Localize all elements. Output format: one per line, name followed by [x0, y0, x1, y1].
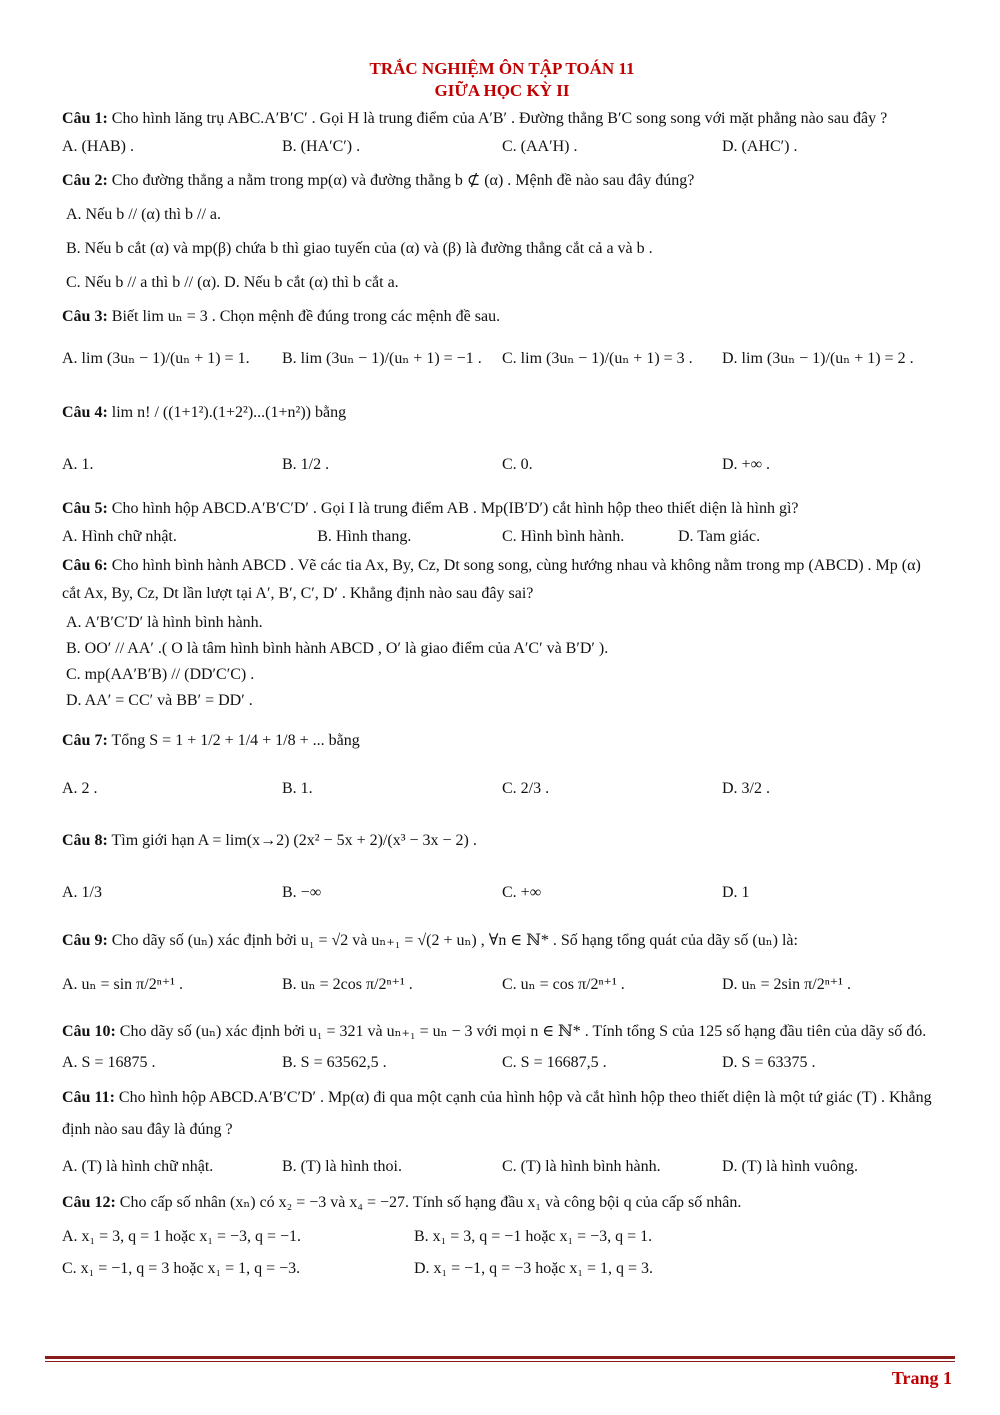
question-text: Cho đường thẳng a nằm trong mp(α) và đường thẳng b ⊄ (α) . Mệnh đề nào sau đây đúng? — [111, 172, 695, 189]
options-11 — [62, 1156, 942, 1178]
question-label: Câu 1: — [62, 110, 108, 127]
option-c[interactable]: C. 2/3 . — [502, 780, 550, 797]
options-4 — [62, 450, 942, 480]
option-d[interactable]: D. (T) là hình vuông. — [722, 1158, 858, 1175]
option-c[interactable]: C. (T) là hình bình hành. — [502, 1158, 661, 1175]
options-12-row2 — [62, 1258, 942, 1280]
option-a[interactable]: A. (T) là hình chữ nhật. — [62, 1158, 214, 1175]
title-line-1: TRẮC NGHIỆM ÔN TẬP TOÁN 11 — [369, 59, 635, 78]
question-label: Câu 8: — [62, 832, 108, 849]
option-a[interactable]: A. 1/3 — [62, 884, 102, 901]
option-a[interactable]: A. Hình chữ nhật. — [62, 528, 177, 545]
option-a[interactable]: A. S = 16875 . — [62, 1054, 156, 1071]
option-b[interactable]: B. 1. — [282, 780, 313, 797]
option-c[interactable]: C. Hình bình hành. — [501, 528, 625, 545]
question-label: Câu 12: — [62, 1194, 116, 1211]
options-3 — [62, 344, 942, 374]
question-text: Cho hình hộp ABCD.A′B′C′D′ . Mp(α) đi qua một cạnh của hình hộp và cắt hình hộp theo thiết diện là một tứ giác (T) . Khẳng định nào sau đây là đúng ? — [62, 1089, 932, 1138]
option-d[interactable]: D. uₙ = 2sin π/2ⁿ⁺¹ . — [722, 976, 851, 993]
option-d[interactable]: D. (AHC′) . — [722, 138, 798, 155]
option-b[interactable]: B. Hình thang. — [317, 528, 412, 545]
option-d[interactable]: D. Tam giác. — [677, 528, 761, 545]
option-d[interactable]: D. 1 — [722, 884, 750, 901]
option-b[interactable]: B. S = 63562,5 . — [282, 1054, 387, 1071]
question-11 — [62, 1082, 942, 1146]
option-c[interactable]: C. (AA′H) . — [502, 138, 578, 155]
question-8 — [62, 826, 942, 856]
option-c[interactable]: C. S = 16687,5 . — [502, 1054, 607, 1071]
option-c[interactable]: C. uₙ = cos π/2ⁿ⁺¹ . — [502, 976, 625, 993]
question-label: Câu 6: — [62, 557, 108, 574]
footer-divider-thin — [45, 1361, 955, 1362]
document-title — [62, 58, 942, 102]
question-label: Câu 10: — [62, 1023, 116, 1040]
options-5 — [62, 526, 942, 548]
question-6 — [62, 552, 942, 608]
option-b[interactable]: B. Nếu b cắt (α) và mp(β) chứa b thì giao tuyến của (α) và (β) là đường thẳng cắt cả a và b . — [66, 240, 653, 257]
question-7 — [62, 726, 942, 756]
options-10 — [62, 1052, 942, 1074]
question-3 — [62, 306, 942, 328]
option-a[interactable]: A. 1. — [62, 456, 94, 473]
option-c[interactable]: C. x₁ = −1, q = 3 hoặc x₁ = 1, q = −3. — [62, 1260, 301, 1277]
option-b[interactable]: B. lim (3uₙ − 1)/(uₙ + 1) = −1 . — [282, 350, 482, 367]
document-page — [62, 58, 942, 1280]
question-12 — [62, 1192, 942, 1214]
question-label: Câu 4: — [62, 404, 108, 421]
question-label: Câu 11: — [62, 1089, 115, 1106]
question-text: Cho cấp số nhân (xₙ) có x₂ = −3 và x₄ = −27. Tính số hạng đầu x₁ và công bội q của cấp số nhân. — [119, 1194, 742, 1211]
options-12-row1 — [62, 1226, 942, 1248]
option-c[interactable]: C. +∞ — [502, 884, 542, 901]
option-d[interactable]: D. lim (3uₙ − 1)/(uₙ + 1) = 2 . — [722, 350, 914, 367]
page-number: Trang 1 — [891, 1368, 952, 1388]
question-text: Cho hình hộp ABCD.A′B′C′D′ . Gọi I là trung điểm AB . Mp(IB′D′) cắt hình hộp theo thiết diện là hình gì? — [111, 500, 799, 517]
options-1 — [62, 136, 942, 158]
option-d[interactable]: D. 3/2 . — [722, 780, 770, 797]
option-d[interactable]: D. +∞ . — [722, 456, 770, 473]
question-text: Tổng S = 1 + 1/2 + 1/4 + 1/8 + ... bằng — [111, 732, 360, 749]
option-c[interactable]: C. 0. — [502, 456, 533, 473]
option-c[interactable]: C. mp(AA′B′B) // (DD′C′C) . — [66, 666, 255, 683]
option-a[interactable]: A. x₁ = 3, q = 1 hoặc x₁ = −3, q = −1. — [62, 1228, 302, 1245]
question-text: lim n! / ((1+1²).(1+2²)...(1+n²)) bằng — [111, 404, 347, 421]
question-label: Câu 5: — [62, 500, 108, 517]
question-9 — [62, 930, 942, 952]
option-cd[interactable]: C. Nếu b // a thì b // (α). D. Nếu b cắt (α) thì b cắt a. — [66, 274, 399, 291]
question-2 — [62, 170, 942, 192]
question-text: Cho dãy số (uₙ) xác định bởi u₁ = 321 và uₙ₊₁ = uₙ − 3 với mọi n ∈ ℕ* . Tính tổng S của 125 số hạng đầu tiên của dãy số đó. — [119, 1023, 927, 1040]
question-label: Câu 7: — [62, 732, 108, 749]
option-a[interactable]: A. lim (3uₙ − 1)/(uₙ + 1) = 1. — [62, 350, 250, 367]
option-a[interactable]: A. Nếu b // (α) thì b // a. — [66, 206, 222, 223]
question-5 — [62, 498, 942, 520]
options-8 — [62, 878, 942, 908]
question-text: Biết lim uₙ = 3 . Chọn mệnh đề đúng trong các mệnh đề sau. — [111, 308, 501, 325]
option-d[interactable]: D. S = 63375 . — [722, 1054, 816, 1071]
option-b[interactable]: B. uₙ = 2cos π/2ⁿ⁺¹ . — [282, 976, 413, 993]
question-label: Câu 2: — [62, 172, 108, 189]
question-text: Cho hình bình hành ABCD . Vẽ các tia Ax, By, Cz, Dt song song, cùng hướng nhau và không nằm trong mp (ABCD) . Mp (α) cắt Ax, By, Cz, Dt lần lượt tại A′, B′, C′, D′ . Khẳng định nào sau đây sai? — [62, 557, 921, 602]
option-b[interactable]: B. −∞ — [282, 884, 322, 901]
options-7 — [62, 774, 942, 804]
option-b[interactable]: B. OO′ // AA′ .( O là tâm hình bình hành ABCD , O′ là giao điểm của A′C′ và B′D′ ). — [66, 640, 609, 657]
option-b[interactable]: B. (T) là hình thoi. — [282, 1158, 402, 1175]
question-label: Câu 3: — [62, 308, 108, 325]
option-b[interactable]: B. x₁ = 3, q = −1 hoặc x₁ = −3, q = 1. — [414, 1228, 653, 1245]
option-a[interactable]: A. (HAB) . — [62, 138, 134, 155]
question-1 — [62, 108, 942, 130]
option-c[interactable]: C. lim (3uₙ − 1)/(uₙ + 1) = 3 . — [502, 350, 693, 367]
option-b[interactable]: B. 1/2 . — [282, 456, 330, 473]
question-text: Cho hình lăng trụ ABC.A′B′C′ . Gọi H là trung điểm của A′B′ . Đường thẳng B′C song song với mặt phẳng nào sau đây ? — [111, 110, 888, 127]
option-d[interactable]: D. AA′ = CC′ và BB′ = DD′ . — [66, 692, 253, 709]
option-a[interactable]: A. A′B′C′D′ là hình bình hành. — [66, 614, 263, 631]
options-9 — [62, 970, 942, 1000]
option-a[interactable]: A. uₙ = sin π/2ⁿ⁺¹ . — [62, 976, 183, 993]
footer-divider — [45, 1356, 955, 1359]
question-text: Cho dãy số (uₙ) xác định bởi u₁ = √2 và uₙ₊₁ = √(2 + uₙ) , ∀n ∈ ℕ* . Số hạng tổng quát của dãy số (uₙ) là: — [111, 932, 798, 949]
question-label: Câu 9: — [62, 932, 108, 949]
option-a[interactable]: A. 2 . — [62, 780, 98, 797]
option-b[interactable]: B. (HA′C′) . — [282, 138, 361, 155]
question-10 — [62, 1018, 942, 1046]
option-d[interactable]: D. x₁ = −1, q = −3 hoặc x₁ = 1, q = 3. — [414, 1260, 654, 1277]
title-line-2: GIỮA HỌC KỲ II — [434, 81, 570, 100]
question-4 — [62, 398, 942, 428]
question-text: Tìm giới hạn A = lim(x→2) (2x² − 5x + 2)/(x³ − 3x − 2) . — [111, 832, 477, 849]
